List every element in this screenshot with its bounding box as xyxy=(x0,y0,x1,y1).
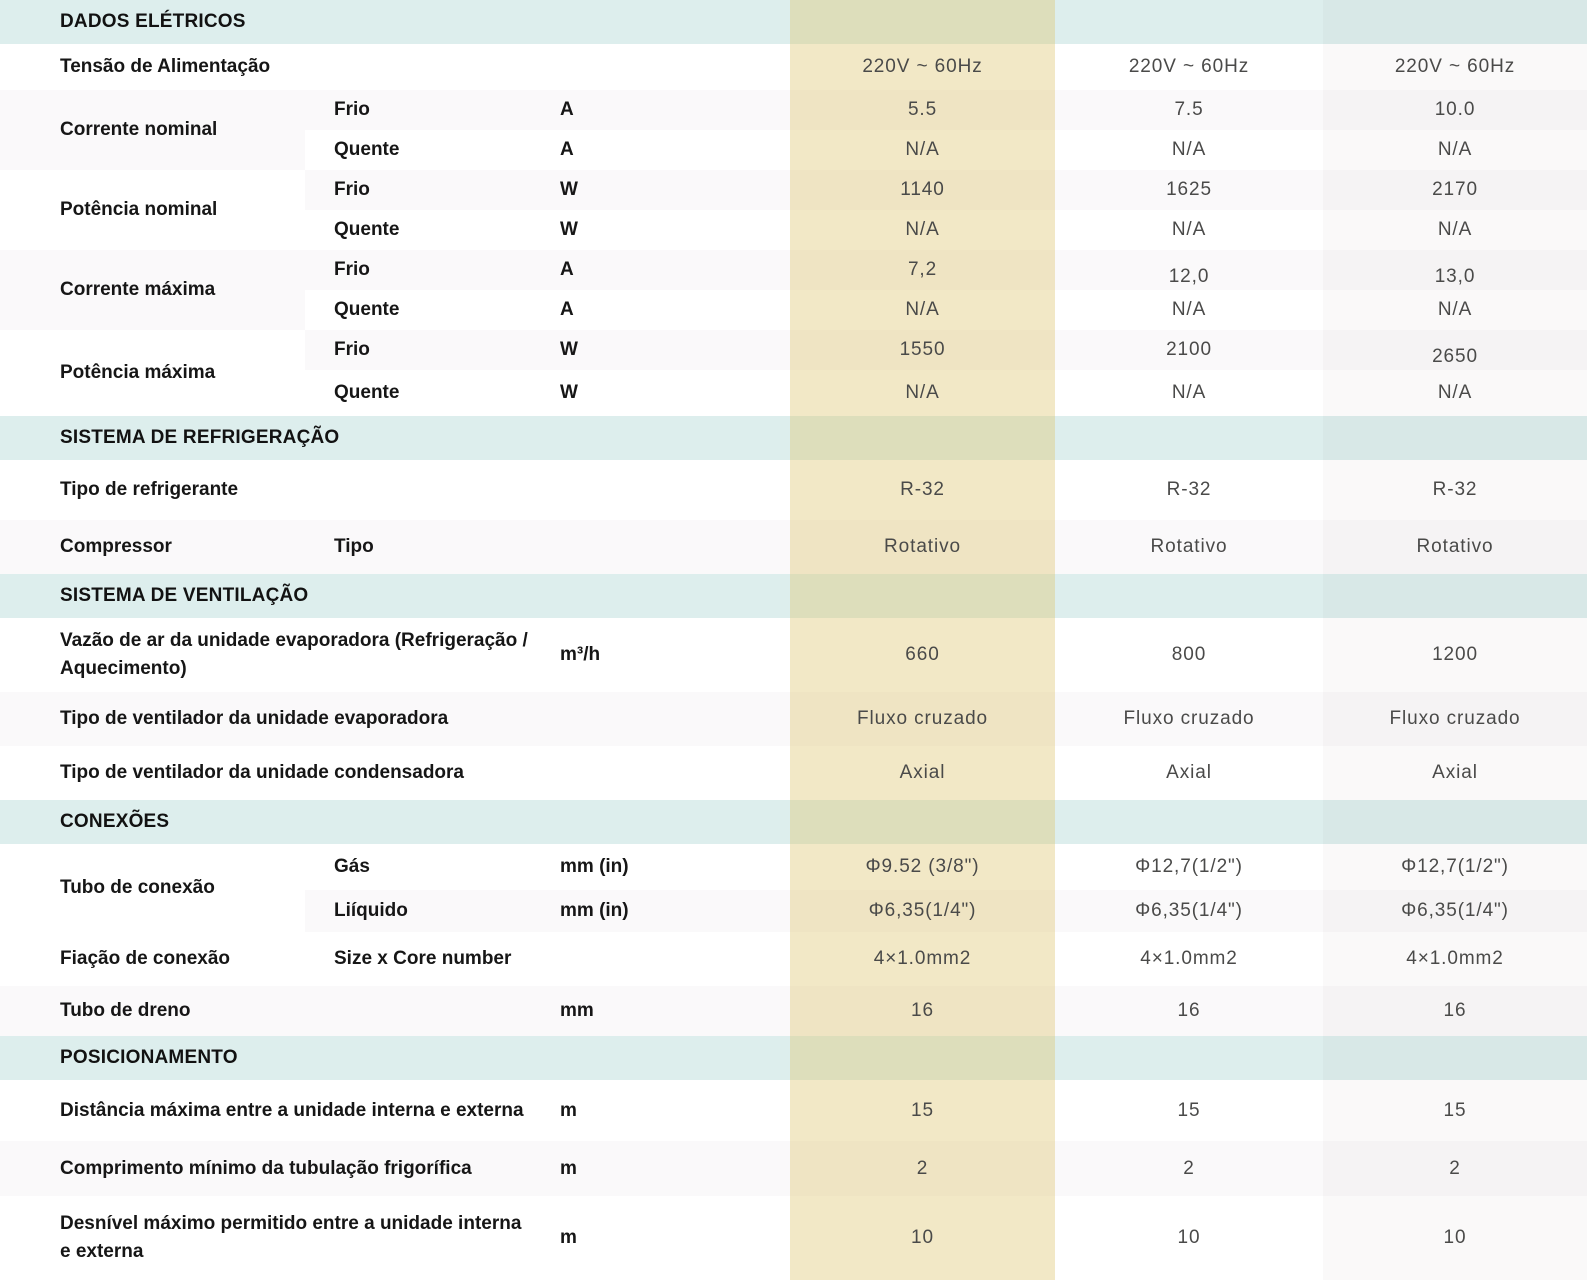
value-col-b: 10 xyxy=(1177,1227,1201,1248)
value-col-c: Rotativo xyxy=(1416,536,1494,557)
row-label: Comprimento mínimo da tubulação frigorífica xyxy=(60,1157,472,1179)
value-col-c: Φ12,7(1/2") xyxy=(1401,856,1509,877)
value-col-b: Φ6,35(1/4") xyxy=(1135,900,1243,921)
value-col-c: Φ6,35(1/4") xyxy=(1401,900,1509,921)
value-col-b: Axial xyxy=(1166,762,1212,783)
value-col-a: N/A xyxy=(905,299,940,320)
sub-label: Frio xyxy=(334,339,370,360)
row-label: Potência nominal xyxy=(0,170,305,250)
value-col-b: Fluxo cruzado xyxy=(1123,708,1255,729)
value-col-a: 4×1.0mm2 xyxy=(873,948,972,969)
unit-label: m xyxy=(560,1227,577,1248)
value-col-a: N/A xyxy=(905,382,940,403)
value-col-c: 15 xyxy=(1443,1099,1467,1121)
spec-row-ventilador-evaporadora xyxy=(0,692,1587,746)
value-col-b: 800 xyxy=(1171,644,1207,665)
unit-label: m xyxy=(560,1099,577,1121)
section-title: DADOS ELÉTRICOS xyxy=(60,11,246,32)
row-label: Corrente máxima xyxy=(0,250,305,330)
unit-label xyxy=(545,44,790,90)
row-label: Tubo de dreno xyxy=(60,1000,191,1022)
unit-label: mm xyxy=(560,1000,594,1021)
section-band-posicionamento xyxy=(0,1036,1587,1080)
value-col-b: 1625 xyxy=(1166,179,1212,200)
unit-label: mm (in) xyxy=(560,900,629,921)
section-title: CONEXÕES xyxy=(60,811,170,832)
value-col-b: Rotativo xyxy=(1150,536,1228,557)
value-col-a: 1550 xyxy=(899,339,946,360)
value-col-c: 16 xyxy=(1443,1000,1467,1021)
row-label: Potência máxima xyxy=(0,330,305,416)
spec-row-refrigerante xyxy=(0,460,1587,520)
sub-label: Frio xyxy=(334,259,370,280)
spec-row-group-tubo-conexao xyxy=(0,844,1587,932)
value-col-c: Fluxo cruzado xyxy=(1389,708,1521,729)
spec-row-vazao xyxy=(0,618,1587,692)
value-col-a: Rotativo xyxy=(884,536,961,557)
section-band-ventilacao xyxy=(0,574,1587,618)
section-band-dados-eletricos xyxy=(0,0,1587,44)
spec-row xyxy=(305,250,1587,290)
row-label: Fiação de conexão xyxy=(60,948,231,970)
spec-row xyxy=(305,844,1587,890)
value-col-a: 7,2 xyxy=(907,259,938,280)
value-col-a: 2 xyxy=(916,1157,929,1179)
spec-row-compressor xyxy=(0,520,1587,574)
row-label: Distância máxima entre a unidade interna e externa xyxy=(60,1099,524,1121)
value-col-c: 2170 xyxy=(1432,179,1478,200)
spec-row-tensao xyxy=(0,44,1587,90)
spec-row xyxy=(305,890,1587,932)
sub-label: Tipo xyxy=(334,536,374,557)
value-col-a: 10 xyxy=(911,1227,934,1248)
unit-label xyxy=(545,932,790,986)
spec-row xyxy=(305,290,1587,330)
section-title: SISTEMA DE VENTILAÇÃO xyxy=(60,585,309,606)
value-col-c: N/A xyxy=(1437,382,1473,403)
value-col-c: N/A xyxy=(1437,139,1473,160)
value-col-c: 220V ~ 60Hz xyxy=(1394,56,1516,77)
value-col-a: N/A xyxy=(905,219,940,240)
value-col-b: 4×1.0mm2 xyxy=(1140,948,1238,969)
spec-row-tubo-dreno xyxy=(0,986,1587,1036)
value-col-b: N/A xyxy=(1171,139,1207,160)
value-col-c: 10 xyxy=(1443,1227,1467,1248)
row-label: Tipo de ventilador da unidade condensadora xyxy=(60,762,464,784)
value-col-c: 1200 xyxy=(1432,644,1478,665)
value-col-a: Φ9.52 (3/8") xyxy=(865,856,980,877)
value-col-a: 15 xyxy=(911,1099,934,1121)
sub-label: Liíquido xyxy=(334,900,408,921)
value-col-a: Fluxo cruzado xyxy=(856,708,989,729)
value-col-b: 2 xyxy=(1183,1157,1195,1179)
section-band-refrigeracao xyxy=(0,416,1587,460)
value-col-a: N/A xyxy=(905,139,940,160)
row-label: Tensão de Alimentação xyxy=(60,56,271,78)
spec-row xyxy=(305,370,1587,416)
sub-label: Frio xyxy=(334,99,370,120)
value-col-a: Axial xyxy=(899,762,946,783)
spec-row xyxy=(305,170,1587,210)
spec-row-desnivel-maximo xyxy=(0,1196,1587,1280)
value-col-a: Φ6,35(1/4") xyxy=(868,900,977,921)
value-col-a: 1140 xyxy=(900,179,945,200)
value-col-c: R-32 xyxy=(1432,479,1478,500)
unit-label: m xyxy=(560,1157,577,1179)
unit-label: W xyxy=(560,339,578,360)
unit-label xyxy=(545,692,790,746)
spec-row-ventilador-condensadora xyxy=(0,746,1587,800)
spec-row-group-corrente-maxima xyxy=(0,250,1587,330)
sub-label: Quente xyxy=(334,139,400,160)
sub-label: Quente xyxy=(334,299,400,320)
spec-row xyxy=(305,210,1587,250)
value-col-c: Axial xyxy=(1432,762,1478,783)
value-col-a: R-32 xyxy=(900,479,945,500)
unit-label: A xyxy=(560,259,574,280)
unit-label: W xyxy=(560,382,578,403)
value-col-b: 220V ~ 60Hz xyxy=(1128,56,1250,77)
unit-label: m³/h xyxy=(560,644,601,665)
value-col-a: 5.5 xyxy=(907,99,938,120)
spec-row xyxy=(305,130,1587,170)
value-col-b: N/A xyxy=(1171,219,1207,240)
spec-row-group-potencia-maxima xyxy=(0,330,1587,416)
row-label: Tubo de conexão xyxy=(0,844,305,932)
sub-label: Size x Core number xyxy=(334,948,512,969)
unit-label: A xyxy=(560,99,574,120)
value-col-b: N/A xyxy=(1171,299,1207,320)
value-col-b: 15 xyxy=(1177,1099,1201,1121)
sub-label: Quente xyxy=(334,382,400,403)
value-col-c: 10.0 xyxy=(1434,99,1476,120)
value-col-a: 220V ~ 60Hz xyxy=(862,56,983,77)
value-col-b: 12,0 xyxy=(1168,266,1210,287)
value-col-a: 16 xyxy=(911,1000,934,1021)
section-title: SISTEMA DE REFRIGERAÇÃO xyxy=(60,427,340,448)
section-band-conexoes xyxy=(0,800,1587,844)
unit-label xyxy=(545,520,790,574)
unit-label: W xyxy=(560,179,578,200)
unit-label: W xyxy=(560,219,578,240)
sub-label: Gás xyxy=(334,856,370,877)
value-col-b: 16 xyxy=(1177,1000,1201,1021)
value-col-c: N/A xyxy=(1437,299,1473,320)
spec-row xyxy=(305,330,1587,370)
spec-row-fiacao xyxy=(0,932,1587,986)
row-label: Tipo de refrigerante xyxy=(60,479,239,501)
sub-label: Quente xyxy=(334,219,400,240)
row-label: Tipo de ventilador da unidade evaporadora xyxy=(60,708,449,730)
unit-label: A xyxy=(560,299,574,320)
row-label: Corrente nominal xyxy=(0,90,305,170)
value-col-b: 7.5 xyxy=(1174,99,1204,120)
value-col-b: Φ12,7(1/2") xyxy=(1135,856,1243,877)
unit-label xyxy=(545,746,790,800)
sub-label: Frio xyxy=(334,179,370,200)
row-label: Desnível máximo permitido entre a unidade interna e externa xyxy=(60,1213,522,1262)
value-col-c: 4×1.0mm2 xyxy=(1406,948,1504,969)
value-col-b: N/A xyxy=(1171,382,1207,403)
spec-row-group-potencia-nominal xyxy=(0,170,1587,250)
value-col-a: 660 xyxy=(905,644,940,665)
value-col-b: R-32 xyxy=(1166,479,1212,500)
value-col-c: 13,0 xyxy=(1434,266,1476,287)
unit-label: mm (in) xyxy=(560,856,629,877)
unit-label xyxy=(545,460,790,520)
unit-label: A xyxy=(560,139,574,160)
spec-row-comprimento-minimo xyxy=(0,1141,1587,1196)
spec-row-distancia-maxima xyxy=(0,1080,1587,1141)
value-col-c: 2 xyxy=(1449,1157,1461,1179)
value-col-c: N/A xyxy=(1437,219,1473,240)
value-col-b: 2100 xyxy=(1166,339,1212,360)
row-label: Vazão de ar da unidade evaporadora (Refrigeração / Aquecimento) xyxy=(60,630,528,679)
spec-row xyxy=(305,90,1587,130)
row-label: Compressor xyxy=(60,536,172,558)
spec-row-group-corrente-nominal xyxy=(0,90,1587,170)
value-col-c: 2650 xyxy=(1432,346,1478,367)
section-title: POSICIONAMENTO xyxy=(60,1047,238,1068)
